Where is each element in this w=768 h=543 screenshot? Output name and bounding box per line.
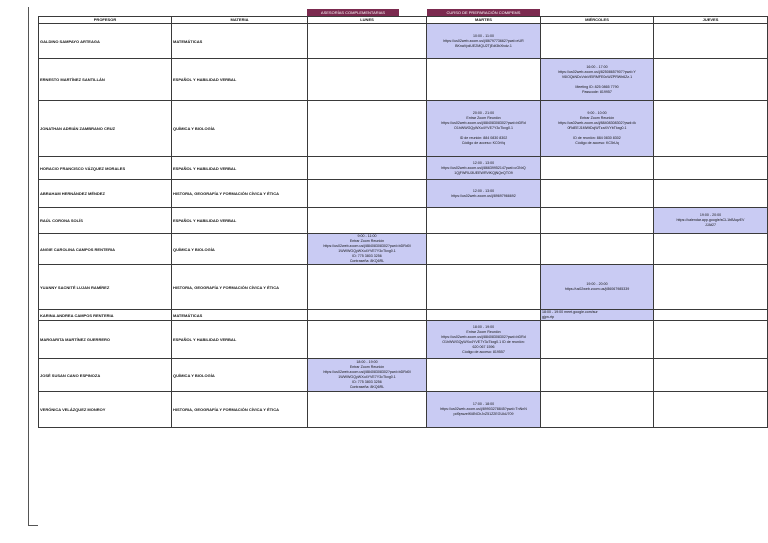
cell-lunes[interactable] — [308, 180, 427, 208]
cell-materia[interactable]: HISTORIA, GEOGRAFÍA Y FORMACIÓN CÍVICA Y ÉTICA — [172, 180, 308, 208]
slot-text-line: https://us02web.zoom.us/j/82508657907?pwd=Y — [558, 69, 636, 74]
cell-profesor[interactable]: ANGIE CAROLINA CAMPOS RENTERIA — [39, 234, 172, 265]
cell-lunes[interactable] — [308, 321, 427, 359]
cell-profesor[interactable]: JONATHAN ADRIÁN ZAMBRANO CRUZ — [39, 101, 172, 157]
header-jueves[interactable]: JUEVES — [654, 17, 768, 24]
header-miercoles[interactable]: MIÉRCOLES — [541, 17, 654, 24]
header-row — [39, 17, 768, 24]
table-row — [39, 157, 768, 180]
slot-text-line: https://us02web.zoom.us/j/88408308302?pwd=bDRd0l — [323, 370, 411, 374]
cell-miercoles[interactable] — [541, 208, 654, 234]
cell-miercoles[interactable] — [541, 392, 654, 428]
cell-lunes[interactable] — [308, 234, 427, 265]
cell-profesor[interactable]: ABRAHAM HERNÁNDEZ MÉNDEZ — [39, 180, 172, 208]
cell-miercoles[interactable] — [541, 321, 654, 359]
table-row — [39, 101, 768, 157]
cell-lunes[interactable] — [308, 265, 427, 310]
slot-text-line: Meeting ID: 825 0865 7790 — [575, 84, 619, 89]
slot-text-line: 19:00 - 20:00 — [699, 213, 722, 217]
slot-text-line: V6lOQkNDcVdxVElRMFE0cWZPRWh6Zz.1 — [561, 74, 633, 79]
cell-profesor[interactable]: HORACIO FRANCISCO VÁZQUEZ MORALES — [39, 157, 172, 180]
slot-text-line: https://us02web.zoom.us/j/88408308302?pwd=bDRd — [441, 334, 526, 339]
table-row — [39, 59, 768, 101]
slot-text-line: Entrar Zoom Reunión — [579, 116, 615, 120]
slot-text-line: https://us02web.zoom.us/j/8679773662?pwd=eUR — [443, 38, 524, 43]
cell-miercoles[interactable] — [541, 234, 654, 265]
cell-miercoles[interactable] — [541, 180, 654, 208]
slot-text-line: Entrar Zoom Reunión — [349, 365, 385, 369]
cell-profesor[interactable]: KARINA ANDREA CAMPOS RENTERIA — [39, 310, 172, 321]
slot-text-line: O1hWWGQyWXo4YVE7Y3cTkxg0.1 ID de reunión: — [442, 339, 525, 344]
cell-jueves[interactable] — [654, 310, 768, 321]
slot-text-line: Código de acceso: KC0rVq — [461, 141, 506, 145]
cell-jueves[interactable] — [654, 265, 768, 310]
cell-miercoles[interactable] — [541, 310, 654, 321]
slot-text-line: 18:00 - 19:00 — [472, 324, 495, 329]
cell-profesor[interactable]: MARGARITA MARTÍNEZ GUERRERO — [39, 321, 172, 359]
schedule-table — [38, 16, 768, 428]
cell-jueves[interactable] — [654, 392, 768, 428]
slot-text-line: 1QjFWRUJlUEEWRVlKQjNQeQTO9 — [454, 170, 513, 175]
slot-text-line: ID de reunión: 884 0830 8302 — [459, 136, 508, 140]
slot-text-line: 17:00 - 18:00 — [472, 402, 495, 406]
slot-text-line: Contraseña: 8KQ6RL — [349, 259, 385, 263]
cell-miercoles[interactable] — [541, 265, 654, 310]
slot-text-line: Entrar Zoom Reunión — [349, 239, 385, 243]
cell-profesor[interactable]: JOSÉ SUSAN CANO ESPINOZA — [39, 359, 172, 392]
cell-lunes[interactable] — [308, 208, 427, 234]
cell-jueves[interactable] — [654, 157, 768, 180]
slot-text-line: 620 067 1596 — [472, 344, 495, 349]
slot-text-line: https://us02web.zoom.us/j/89697966692 — [451, 193, 516, 198]
table-row — [39, 234, 768, 265]
table-row — [39, 180, 768, 208]
cell-materia[interactable]: HISTORIA, GEOGRAFÍA Y FORMACIÓN CÍVICA Y ÉTICA — [172, 392, 308, 428]
cell-materia[interactable]: QUÍMICA Y BIOLOGÍA — [172, 359, 308, 392]
slot-text-line: 1WWWGQyWXo4YVE7Y3cTkxg0.1 — [338, 375, 396, 379]
cell-profesor[interactable]: VERÓNICA VELÁZQUEZ MONROY — [39, 392, 172, 428]
banner-asesorias: ASESORÍAS COMPLEMENTARIAS — [307, 9, 399, 16]
cell-materia[interactable]: ESPAÑOL Y HABILIDAD VERBAL — [172, 59, 308, 101]
schedule-body — [39, 24, 768, 428]
table-row — [39, 24, 768, 59]
slot-text-line: JJAt27 — [705, 223, 716, 227]
cell-profesor[interactable]: ERNESTO MARTÍNEZ SANTILLÁN — [39, 59, 172, 101]
table-row — [39, 310, 768, 321]
cell-materia[interactable]: QUÍMICA Y BIOLOGÍA — [172, 101, 308, 157]
cell-martes[interactable] — [427, 180, 541, 208]
slot-text-line: https://us02web.zoom.us/j/89903278845?pwd=TnNnN — [440, 407, 527, 411]
cell-profesor[interactable]: GALDINO SAMPAYO ARTEAGA — [39, 24, 172, 59]
slot-text-line: 18:00 - 19:00 — [356, 360, 378, 364]
cell-lunes[interactable] — [308, 157, 427, 180]
slot-text-line: ID: 775 3803 3256 — [352, 254, 382, 258]
cell-materia[interactable]: ESPAÑOL Y HABILIDAD VERBAL — [172, 157, 308, 180]
slot-text-line: 1WWWGQyWXo4YVE7Y3cTkxg0.1 — [338, 249, 396, 253]
table-row — [39, 208, 768, 234]
cell-miercoles[interactable] — [541, 59, 654, 101]
table-row — [39, 321, 768, 359]
slot-text-line: 16:00 - 17:00 — [586, 64, 608, 69]
cell-miercoles[interactable] — [541, 359, 654, 392]
cell-jueves[interactable] — [654, 208, 768, 234]
cell-materia[interactable]: ESPAÑOL Y HABILIDAD VERBAL — [172, 321, 308, 359]
row-gutter-line — [28, 7, 29, 525]
cell-materia[interactable]: MATEMÁTICAS — [172, 310, 308, 321]
cell-martes[interactable] — [427, 392, 541, 428]
cell-martes[interactable] — [427, 359, 541, 392]
cell-materia[interactable]: QUÍMICA Y BIOLOGÍA — [172, 234, 308, 265]
row-gutter-end — [28, 525, 38, 526]
header-profesor[interactable]: PROFESOR — [39, 17, 172, 24]
cell-martes[interactable] — [427, 208, 541, 234]
cell-martes[interactable] — [427, 265, 541, 310]
slot-text-line: gjpn-rtp — [542, 315, 555, 319]
cell-jueves[interactable] — [654, 321, 768, 359]
cell-jueves[interactable] — [654, 180, 768, 208]
cell-jueves[interactable] — [654, 234, 768, 265]
cell-martes[interactable] — [427, 310, 541, 321]
slot-text-line: 12:00 - 13:00 — [472, 160, 495, 165]
header-materia[interactable]: MATERIA — [172, 17, 308, 24]
cell-martes[interactable] — [427, 59, 541, 101]
slot-text-line: Passcode: 819957 — [582, 89, 612, 94]
slot-text-line: Entrar Zoom Reunión — [466, 329, 501, 334]
cell-materia[interactable]: ESPAÑOL Y HABILIDAD VERBAL — [172, 208, 308, 234]
slot-text-line: O1hWWGQyWXo4YVE7Y3cTkxg0.1 — [454, 126, 513, 130]
slot-text-line: Contraseña: 8KQ6RL — [349, 385, 385, 389]
slot-text-line: https://us02web.zoom.us/j/86639952147pwd=cGNrQ — [441, 165, 526, 170]
cell-lunes[interactable] — [308, 101, 427, 157]
slot-text-line: https://us02web.zoom.us/j/88408308302?pwd=ik — [558, 121, 636, 125]
slot-text-line: https://calendar.app.google/sCL1bBAqvEV — [676, 218, 745, 222]
cell-materia[interactable]: MATEMÁTICAS — [172, 24, 308, 59]
cell-jueves[interactable] — [654, 59, 768, 101]
slot-text-line: 18:00 - 19:00 meet.google.com/sur — [542, 310, 598, 314]
slot-text-line: Código de acceso: KC5rUq — [575, 141, 619, 145]
cell-miercoles[interactable] — [541, 157, 654, 180]
banner-curso: CURSO DE PREPARACIÓN COMIPEMS — [427, 9, 540, 16]
cell-jueves[interactable] — [654, 359, 768, 392]
table-row — [39, 265, 768, 310]
cell-lunes[interactable] — [308, 392, 427, 428]
slot-text-line: 10:00 - 11:00 — [473, 33, 494, 38]
cell-miercoles[interactable] — [541, 101, 654, 157]
cell-profesor[interactable]: RAÚL CORONA SOLÍS — [39, 208, 172, 234]
slot-text-line: 20:00 - 21:00 — [472, 111, 495, 115]
slot-text-line: 12:00 - 13:00 — [472, 188, 495, 193]
header-lunes[interactable]: LUNES — [308, 17, 427, 24]
cell-martes[interactable] — [427, 234, 541, 265]
slot-text-line: 9:00 - 11:00 — [357, 234, 377, 238]
table-row — [39, 392, 768, 428]
slot-text-line: ID de reunión: 884 0830 8302 — [573, 136, 621, 140]
cell-materia[interactable]: HISTORIA, GEOGRAFÍA Y FORMACIÓN CÍVICA Y ÉTICA — [172, 265, 308, 310]
slot-text-line: Entrar Zoom Reunión — [466, 116, 501, 120]
header-martes[interactable]: MARTES — [427, 17, 541, 24]
slot-text-line: 0RdEEJ1MWtDcjWTzaXVYbTkxg0.1 — [567, 126, 627, 130]
cell-martes[interactable] — [427, 101, 541, 157]
slot-text-line: https://us02web.zoom.us/j/86067985339 — [564, 287, 630, 291]
cell-jueves[interactable] — [654, 24, 768, 59]
slot-text-line: pd9pwzeIKi8NChJvZ51Z2EGUkU709 — [453, 412, 514, 416]
cell-martes[interactable] — [427, 157, 541, 180]
slot-text-line: 9:00 - 10:00 — [587, 111, 607, 115]
slot-text-line: Código de acceso: 819557 — [462, 349, 505, 354]
cell-jueves[interactable] — [654, 101, 768, 157]
cell-lunes[interactable] — [308, 359, 427, 392]
slot-text-line: 19:00 - 20:00 — [586, 282, 608, 286]
cell-miercoles[interactable] — [541, 24, 654, 59]
table-row — [39, 359, 768, 392]
slot-text-line: https://us02web.zoom.us/j/88408308302?pwd=bDRd — [441, 121, 526, 125]
cell-martes[interactable] — [427, 24, 541, 59]
slot-text-line: BKnaVpdUE2MQU2TjEdt3bXlvdz.1 — [455, 43, 512, 48]
slot-text-line: https://us02web.zoom.us/j/88408308302?pwd=bDRd0l — [323, 244, 411, 248]
cell-lunes[interactable] — [308, 59, 427, 101]
slot-text-line: ID: 775 3803 3256 — [352, 380, 382, 384]
cell-martes[interactable] — [427, 321, 541, 359]
cell-lunes[interactable] — [308, 310, 427, 321]
cell-lunes[interactable] — [308, 24, 427, 59]
cell-profesor[interactable]: YUANNY SACNITÉ LUJAN RAMÍREZ — [39, 265, 172, 310]
